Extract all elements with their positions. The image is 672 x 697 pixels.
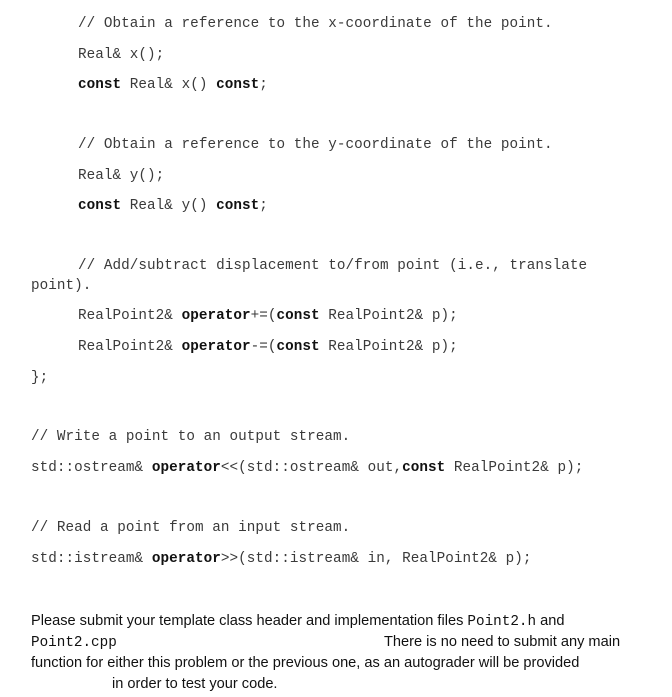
return-type: RealPoint2& bbox=[78, 308, 182, 324]
const-keyword: const bbox=[216, 77, 260, 93]
return-type: std::ostream& bbox=[31, 460, 152, 476]
instructions-line2 bbox=[31, 632, 661, 654]
add-subtract-comment-line1: // Add/subtract displacement to/from point (i.e., translate bbox=[78, 258, 588, 274]
write-comment: // Write a point to an output stream. bbox=[31, 429, 351, 445]
operator-minus-equals bbox=[78, 338, 458, 356]
operator-keyword: operator bbox=[151, 551, 221, 567]
operator-params: >>(std::istream& in, RealPoint2& p); bbox=[220, 551, 532, 567]
read-comment: // Read a point from an input stream. bbox=[31, 520, 351, 536]
instructions-line3: function for either this problem or the previous one, as an autograder will be provided bbox=[31, 655, 580, 671]
return-type: RealPoint2& bbox=[78, 339, 182, 355]
operator-params: <<(std::ostream& out, bbox=[220, 460, 403, 476]
input-operator bbox=[31, 550, 532, 568]
instructions-line4: in order to test your code. bbox=[112, 676, 278, 692]
class-closing-brace: }; bbox=[31, 370, 49, 386]
parameter: RealPoint2& p); bbox=[319, 339, 458, 355]
y-const-getter bbox=[78, 197, 268, 215]
const-keyword: const bbox=[78, 198, 122, 214]
const-keyword: const bbox=[216, 198, 260, 214]
parameter: RealPoint2& p); bbox=[445, 460, 584, 476]
instructions-text: There is no need to submit any main bbox=[384, 634, 621, 650]
operator-plus-equals bbox=[78, 307, 458, 325]
y-getter: Real& y(); bbox=[78, 168, 165, 184]
instructions-text: Please submit your template class header and implementation files bbox=[31, 613, 468, 629]
y-const-signature: Real& y() bbox=[121, 198, 217, 214]
operator-symbol: -=( bbox=[250, 339, 277, 355]
operator-symbol: +=( bbox=[250, 308, 277, 324]
const-keyword: const bbox=[402, 460, 446, 476]
x-const-signature: Real& x() bbox=[121, 77, 217, 93]
operator-keyword: operator bbox=[151, 460, 221, 476]
return-type: std::istream& bbox=[31, 551, 152, 567]
instructions-line1 bbox=[31, 611, 661, 633]
implementation-filename: Point2.cpp bbox=[31, 635, 117, 651]
const-keyword: const bbox=[78, 77, 122, 93]
parameter: RealPoint2& p); bbox=[319, 308, 458, 324]
operator-keyword: operator bbox=[181, 308, 251, 324]
semicolon: ; bbox=[259, 198, 268, 214]
y-comment: // Obtain a reference to the y-coordinate of the point. bbox=[78, 137, 553, 153]
output-operator bbox=[31, 459, 583, 477]
x-comment: // Obtain a reference to the x-coordinate of the point. bbox=[78, 16, 553, 32]
x-const-getter bbox=[78, 76, 268, 94]
const-keyword: const bbox=[276, 308, 320, 324]
const-keyword: const bbox=[276, 339, 320, 355]
x-getter: Real& x(); bbox=[78, 47, 165, 63]
header-filename: Point2.h bbox=[467, 614, 537, 630]
instructions-text: and bbox=[536, 613, 565, 629]
operator-keyword: operator bbox=[181, 339, 251, 355]
add-subtract-comment-line2: point). bbox=[31, 278, 92, 294]
semicolon: ; bbox=[259, 77, 268, 93]
